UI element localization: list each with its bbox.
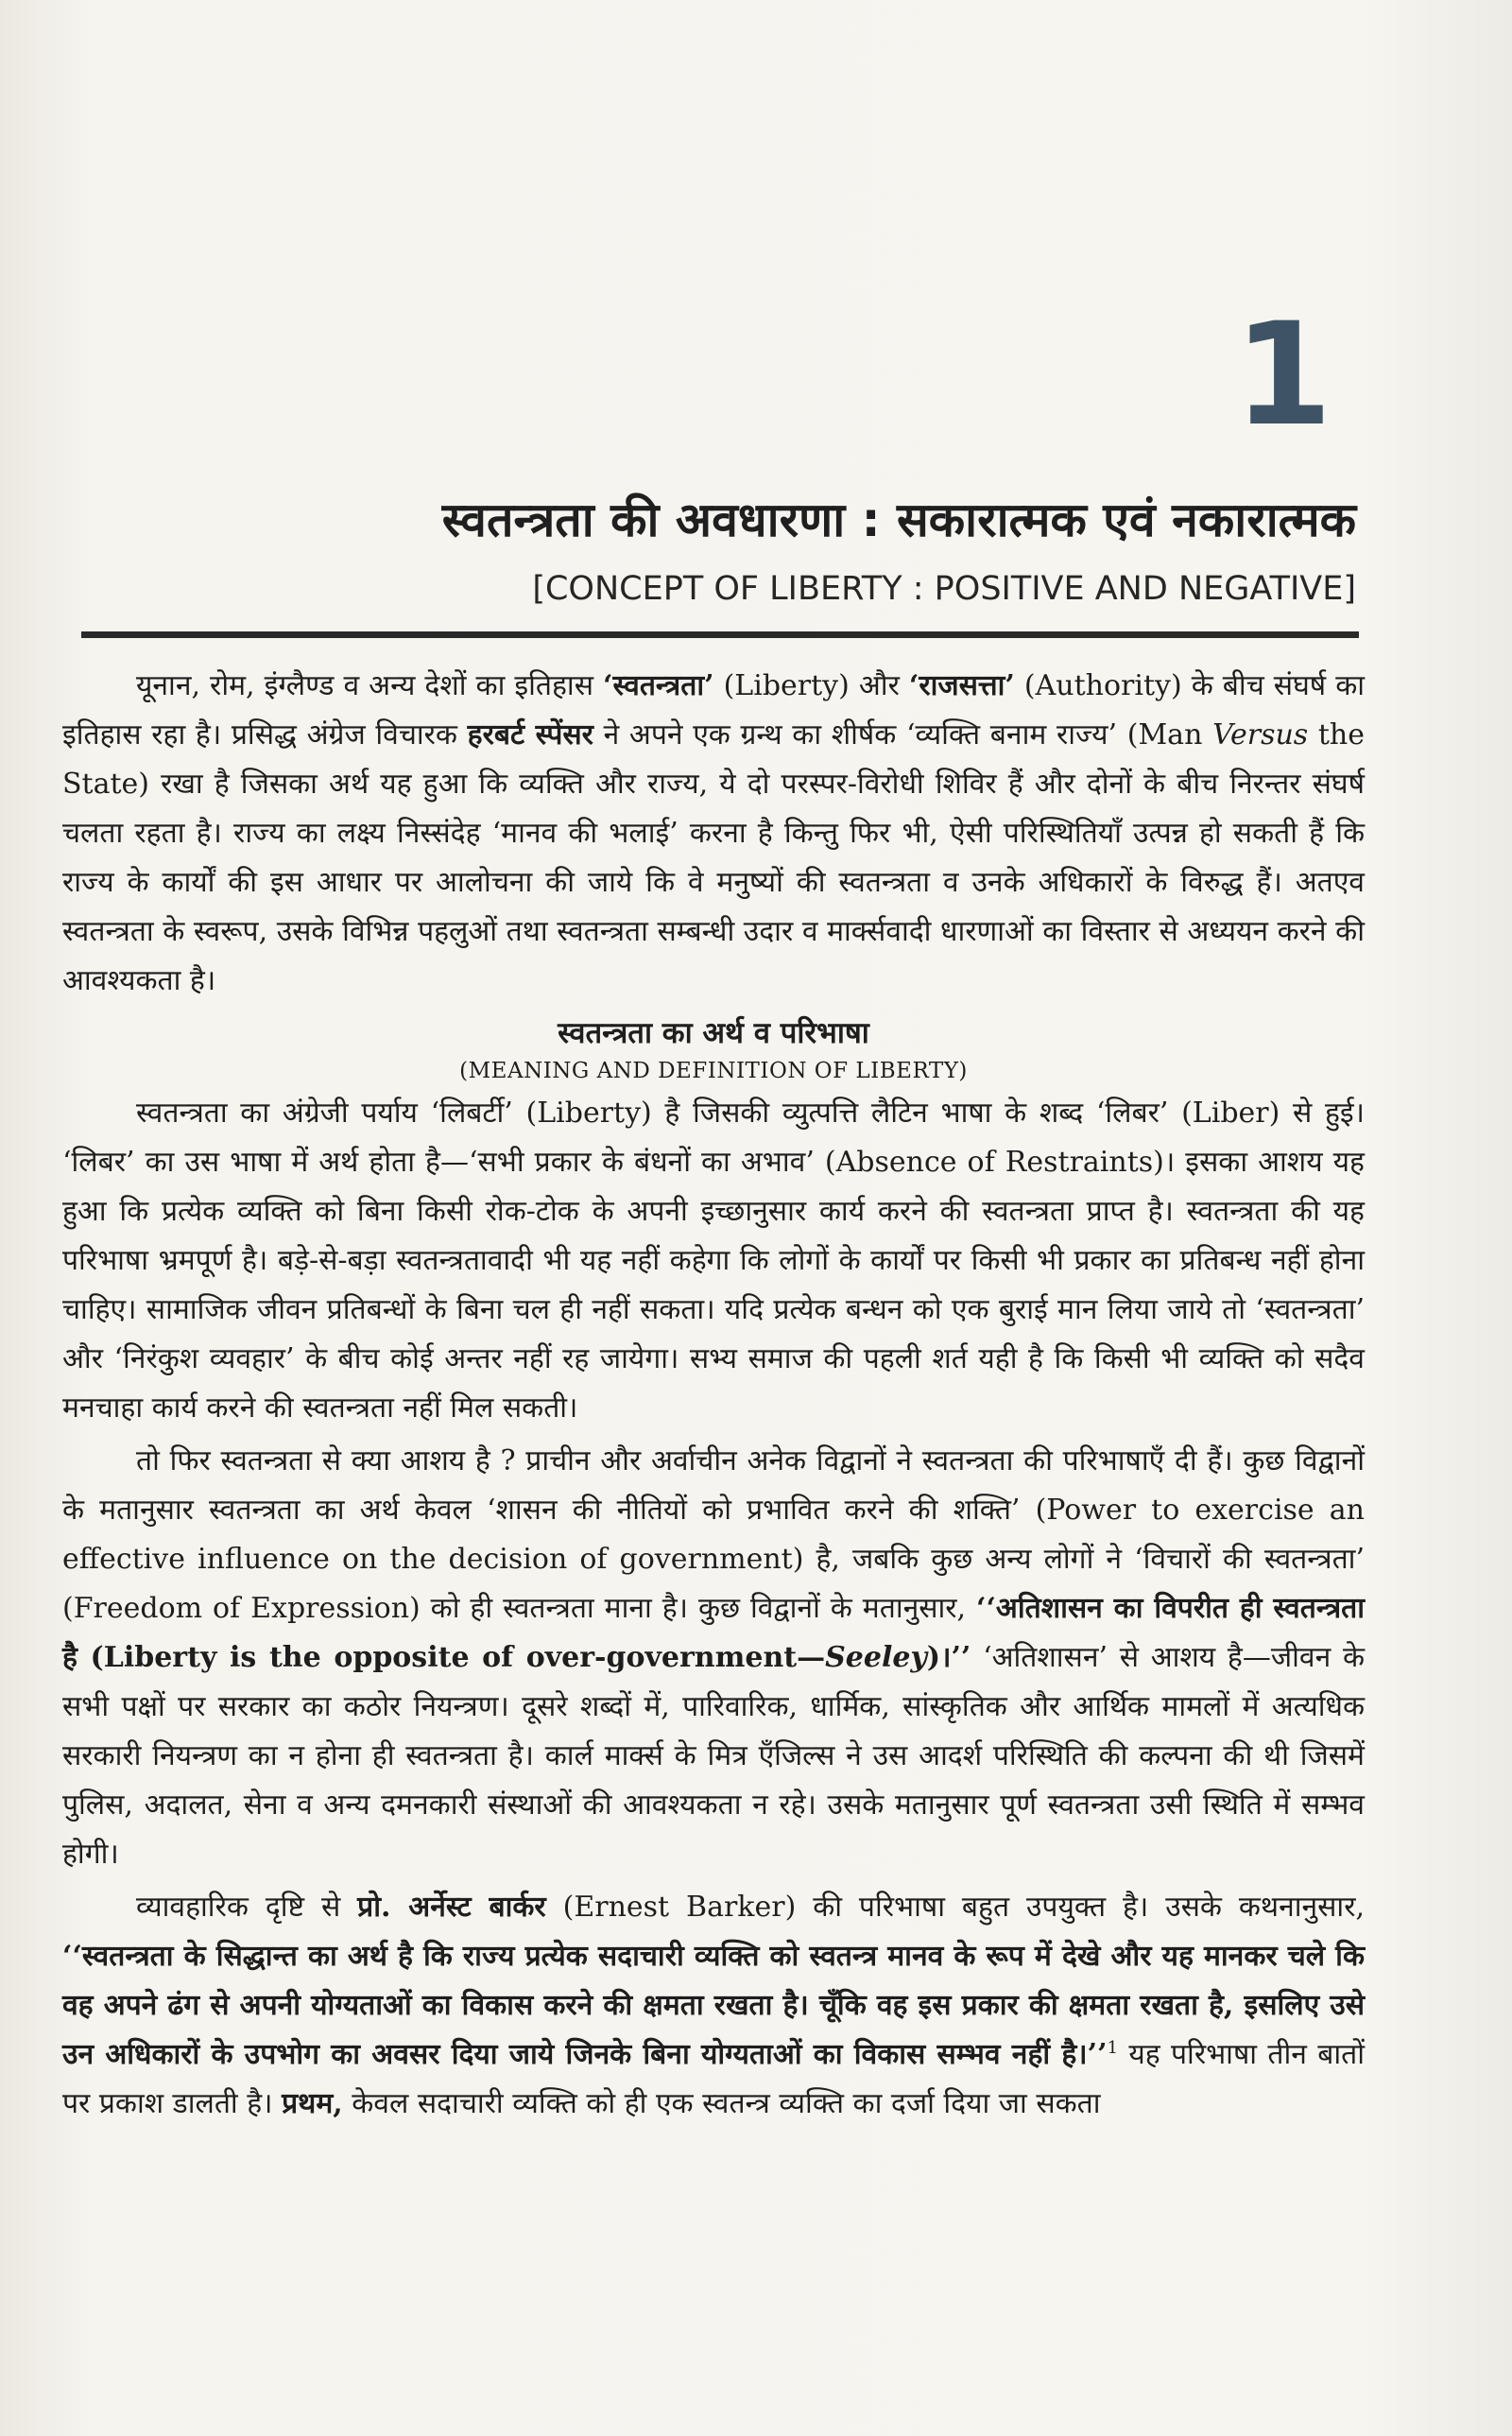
barker-bold-quote: ‘‘स्वतन्त्रता के सिद्धान्त का अर्थ है कि राज्य प्रत्येक सदाचारी व्यक्ति को स्वतन्त्र मानव के रूप में देखे और यह मानकर चले कि वह अपने ढंग से अपनी योग्यताओं का विकास करने की क्षमता रखता है। चूँकि वह इस प्रकार की क्षमता रखता है, इसलिए उसे उन अधिकारों के उपभोग का अवसर दिया जाये जिनके बिना योग्यताओं का विकास सम्भव नहीं है।’’ (62, 1940, 1365, 2071)
barker-text-3: यह परिभाषा तीन बातों पर प्रकाश डालती है। (62, 2038, 1365, 2120)
chapter-title-english: [CONCEPT OF LIBERTY : POSITIVE AND NEGATIVE] (532, 570, 1356, 608)
chapter-body (62, 662, 1365, 2129)
intro-bold-spencer: हरबर्ट स्पेंसर (467, 718, 593, 752)
intro-text-2: (Liberty) और (713, 669, 909, 702)
intro-text-4: ने अपने एक ग्रन्थ का शीर्षक ‘व्यक्ति बनाम राज्य’ (Man (593, 718, 1213, 752)
intro-italic-versus: Versus (1212, 718, 1309, 752)
barker-text-2: (Ernest Barker) की परिभाषा बहुत उपयुक्त है। उसके कथनानुसार, (545, 1891, 1366, 1924)
chapter-number: 1 (1233, 293, 1332, 458)
intro-text-1: यूनान, रोम, इंग्लैण्ड व अन्य देशों का इतिहास (136, 669, 604, 702)
intro-bold-liberty: ‘स्वतन्त्रता’ (603, 669, 714, 702)
barker-text-4: केवल सदाचारी व्यक्ति को ही एक स्वतन्त्र व्यक्ति का दर्जा दिया जा सकता (342, 2087, 1101, 2120)
definitions-italic-seeley: Seeley (825, 1641, 927, 1674)
barker-bold-name: प्रो. अर्नेस्ट बार्कर (357, 1891, 546, 1924)
intro-text-5: the State) रखा है जिसका अर्थ यह हुआ कि व्यक्ति और राज्य, ये दो परस्पर-विरोधी शिविर हैं और दोनों के बीच निरन्तर संघर्ष चलता रहता है। राज्य का लक्ष्य निस्संदेह ‘मानव की भलाई’ करना है किन्तु फिर भी, ऐसी परिस्थितियाँ उत्पन्न हो सकती हैं कि राज्य के कार्यों की इस आधार पर आलोचना की जाये कि वे मनुष्यों की स्वतन्त्रता व उनके अधिकारों के विरुद्ध हैं। अतएव स्वतन्त्रता के स्वरूप, उसके विभिन्न पहलुओं तथा स्वतन्त्रता सम्बन्धी उदार व मार्क्सवादी धारणाओं का विस्तार से अध्ययन करने की आवश्यकता है। (62, 718, 1365, 997)
section-heading-hindi: स्वतन्त्रता का अर्थ व परिभाषा (558, 1016, 869, 1050)
intro-bold-authority: ‘राजसत्ता’ (908, 669, 1015, 702)
chapter-title-hindi: स्वतन्त्रता की अवधारणा : सकारात्मक एवं नकारात्मक (441, 492, 1356, 547)
definitions-text-1: तो फिर स्वतन्त्रता से क्या आशय है ? प्राचीन और अर्वाचीन अनेक विद्वानों ने स्वतन्त्रता की परिभाषाएँ दी हैं। कुछ विद्वानों के मतानुसार स्वतन्त्रता का अर्थ केवल ‘शासन की नीतियों को प्रभावित करने की शक्ति’ (Power to exercise an effective influence on the decision of government) है, जबकि कुछ अन्य लोगों ने ‘विचारों की स्वतन्त्रता’ (Freedom of Expression) को ही स्वतन्त्रता माना है। कुछ विद्वानों के मतानुसार, (62, 1444, 1365, 1625)
barker-bold-first: प्रथम, (282, 2087, 343, 2120)
barker-text-1: व्यावहारिक दृष्टि से (136, 1891, 358, 1924)
definitions-text-2: ‘अतिशासन’ से आशय है—जीवन के सभी पक्षों पर सरकार का कठोर नियन्त्रण। दूसरे शब्दों में, पारिवारिक, धार्मिक, सांस्कृतिक और आर्थिक मामलों में अत्यधिक सरकारी नियन्त्रण का न होना ही स्वतन्त्रता है। कार्ल मार्क्स के मित्र एँजिल्स ने उस आदर्श परिस्थिति की कल्पना की थी जिसमें पुलिस, अदालत, सेना व अन्य दमनकारी संस्थाओं की आवश्यकता न रहे। उसके मतानुसार पूर्ण स्वतन्त्रता उसी स्थिति में सम्भव होगी। (62, 1641, 1365, 1871)
intro-text-3: (Authority) के बीच संघर्ष का इतिहास रहा है। प्रसिद्ध अंग्रेज विचारक (62, 669, 1366, 752)
definitions-bold-quote-end: )।’’ (926, 1641, 971, 1674)
definitions-paragraph (62, 1437, 1365, 1879)
title-divider (81, 631, 1359, 638)
barker-paragraph (62, 1883, 1365, 2129)
definitions-bold-quote: ‘‘अतिशासन का विपरीत ही स्वतन्त्रता है (Liberty is the opposite of over-government— (62, 1592, 1366, 1674)
meaning-paragraph: स्वतन्त्रता का अंग्रेजी पर्याय ‘लिबर्टी’ (Liberty) है जिसकी व्युत्पत्ति लैटिन भाषा के शब्द ‘लिबर’ (Liber) से हुई। ‘लिबर’ का उस भाषा में अर्थ होता है—‘सभी प्रकार के बंधनों का अभाव’ (Absence of Restraints)। इसका आशय यह हुआ कि प्रत्येक व्यक्ति को बिना किसी रोक-टोक के अपनी इच्छानुसार कार्य करने की स्वतन्त्रता प्राप्त है। स्वतन्त्रता की यह परिभाषा भ्रमपूर्ण है। बड़े-से-बड़ा स्वतन्त्रतावादी भी यह नहीं कहेगा कि लोगों के कार्यों पर किसी भी प्रकार का प्रतिबन्ध नहीं होना चाहिए। सामाजिक जीवन प्रतिबन्धों के बिना चल ही नहीं सकता। यदि प्रत्येक बन्धन को एक बुराई मान लिया जाये तो ‘स्वतन्त्रता’ और ‘निरंकुश व्यवहार’ के बीच कोई अन्तर नहीं रह जायेगा। सभ्य समाज की पहली शर्त यही है कि किसी भी व्यक्ति को सदैव मनचाहा कार्य करने की स्वतन्त्रता नहीं मिल सकती। (62, 1097, 1365, 1425)
intro-paragraph (62, 662, 1365, 1006)
section-heading-english: (MEANING AND DEFINITION OF LIBERTY) (459, 1059, 968, 1083)
footnote-marker: 1 (1107, 2038, 1119, 2058)
